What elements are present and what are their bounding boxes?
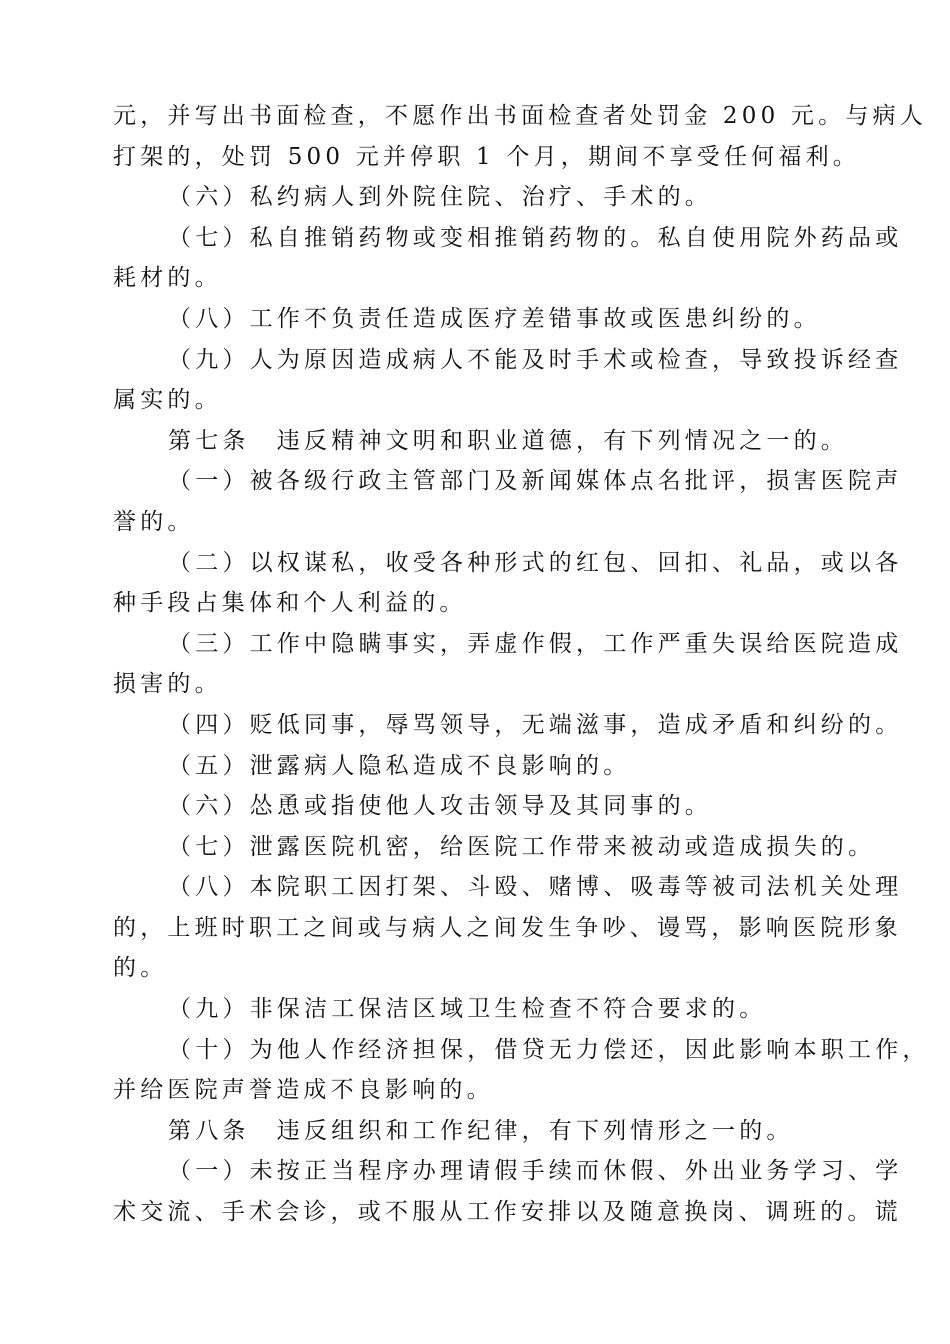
text-line: 誉的。 bbox=[113, 508, 195, 535]
text-line: （九）人为原因造成病人不能及时手术或检查，导致投诉经查 bbox=[168, 346, 903, 373]
text-line: （八）本院职工因打架、斗殴、赌博、吸毒等被司法机关处理 bbox=[168, 874, 903, 901]
text-line: （四）贬低同事，辱骂领导，无端滋事，造成矛盾和纠纷的。 bbox=[168, 711, 903, 738]
text-line: （五）泄露病人隐私造成不良影响的。 bbox=[168, 752, 631, 779]
text-line: 术交流、手术会诊，或不服从工作安排以及随意换岗、调班的。谎 bbox=[113, 1199, 902, 1226]
text-line: （八）工作不负责任造成医疗差错事故或医患纠纷的。 bbox=[168, 305, 821, 332]
article-heading: 第八条 违反组织和工作纪律，有下列情形之一的。 bbox=[168, 1117, 794, 1144]
text-line: 打架的，处罚 500 元并停职 1 个月，期间不享受任何福利。 bbox=[113, 143, 860, 170]
text-line: （九）非保洁工保洁区域卫生检查不符合要求的。 bbox=[168, 996, 767, 1023]
text-line: （十）为他人作经济担保，借贷无力偿还，因此影响本职工作， bbox=[168, 1036, 930, 1063]
article-heading: 第七条 违反精神文明和职业道德，有下列情况之一的。 bbox=[168, 427, 848, 454]
text-line: （六）怂恿或指使他人攻击领导及其同事的。 bbox=[168, 793, 712, 820]
text-line: 并给医院声誉造成不良影响的。 bbox=[113, 1077, 494, 1104]
text-line: 的，上班时职工之间或与病人之间发生争吵、谩骂，影响医院形象 bbox=[113, 914, 902, 941]
text-line: 种手段占集体和个人利益的。 bbox=[113, 590, 467, 617]
text-line: 耗材的。 bbox=[113, 265, 222, 292]
text-line: 元，并写出书面检查，不愿作出书面检查者处罚金 200 元。与病人 bbox=[113, 103, 927, 129]
text-line: （七）泄露医院机密，给医院工作带来被动或造成损失的。 bbox=[168, 833, 876, 860]
document-page bbox=[113, 96, 930, 1233]
text-line: （一）未按正当程序办理请假手续而休假、外出业务学习、学 bbox=[168, 1158, 903, 1185]
text-line: 损害的。 bbox=[113, 671, 222, 698]
text-line: （三）工作中隐瞒事实，弄虚作假，工作严重失误给医院造成 bbox=[168, 630, 903, 657]
text-line: （六）私约病人到外院住院、治疗、手术的。 bbox=[168, 184, 712, 211]
text-line: 的。 bbox=[113, 955, 168, 982]
text-line: 属实的。 bbox=[113, 387, 222, 414]
text-line: （二）以权谋私，收受各种形式的红包、回扣、礼品，或以各 bbox=[168, 549, 903, 576]
text-line: （一）被各级行政主管部门及新闻媒体点名批评，损害医院声 bbox=[168, 468, 903, 495]
text-line: （七）私自推销药物或变相推销药物的。私自使用院外药品或 bbox=[168, 224, 903, 251]
